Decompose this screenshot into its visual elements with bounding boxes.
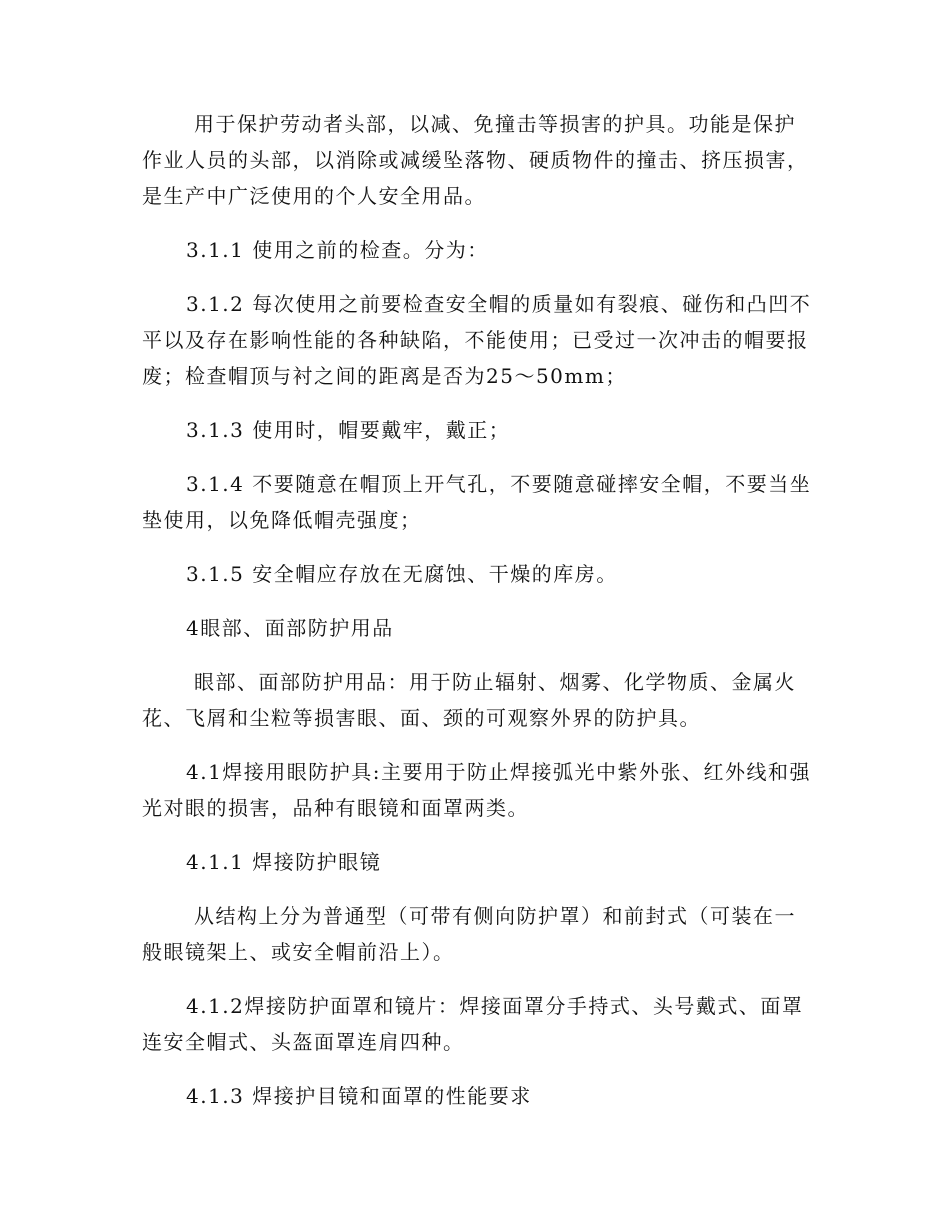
paragraph-3-1-2: 3.1.2 每次使用之前要检查安全帽的质量如有裂痕、碰伤和凸凹不平以及存在影响性能的各种缺陷，不能使用；已受过一次冲击的帽要报废；检查帽顶与衬之间的距离是否为25～50mm； (142, 292, 812, 388)
paragraph-4-1: 4.1焊接用眼防护具:主要用于防止焊接弧光中紫外张、红外线和强光对眼的损害，品种有眼镜和面罩两类。 (142, 760, 812, 820)
paragraph-4-1-1: 4.1.1 焊接防护眼镜 (186, 850, 382, 874)
paragraph-4-1-2: 4.1.2焊接防护面罩和镜片：焊接面罩分手持式、头号戴式、面罩连安全帽式、头盔面罩连肩四种。 (142, 994, 804, 1054)
paragraph-3-1-1: 3.1.1 使用之前的检查。分为： (186, 238, 489, 262)
paragraph-eye-face-intro: 眼部、面部防护用品：用于防止辐射、烟雾、化学物质、金属火花、飞屑和尘粒等损害眼、面、颈的可观察外界的防护具。 (142, 670, 796, 730)
paragraph-3-1-5: 3.1.5 安全帽应存放在无腐蚀、干燥的库房。 (186, 562, 618, 586)
section-heading-4: 4眼部、面部防护用品 (186, 616, 394, 640)
paragraph-4-1-3: 4.1.3 焊接护目镜和面罩的性能要求 (186, 1084, 532, 1108)
document-body (142, 106, 817, 1132)
paragraph-3-1-4: 3.1.4 不要随意在帽顶上开气孔，不要随意碰摔安全帽，不要当坐垫使用，以免降低帽壳强度； (142, 472, 812, 532)
paragraph-goggle-structure: 从结构上分为普通型（可带有侧向防护罩）和前封式（可装在一般眼镜架上、或安全帽前沿上）。 (142, 904, 796, 964)
paragraph-3-1-3: 3.1.3 使用时，帽要戴牢，戴正； (186, 418, 511, 442)
paragraph-helmet-intro: 用于保护劳动者头部，以减、免撞击等损害的护具。功能是保护作业人员的头部，以消除或减缓坠落物、硬质物件的撞击、挤压损害，是生产中广泛使用的个人安全用品。 (142, 112, 809, 208)
